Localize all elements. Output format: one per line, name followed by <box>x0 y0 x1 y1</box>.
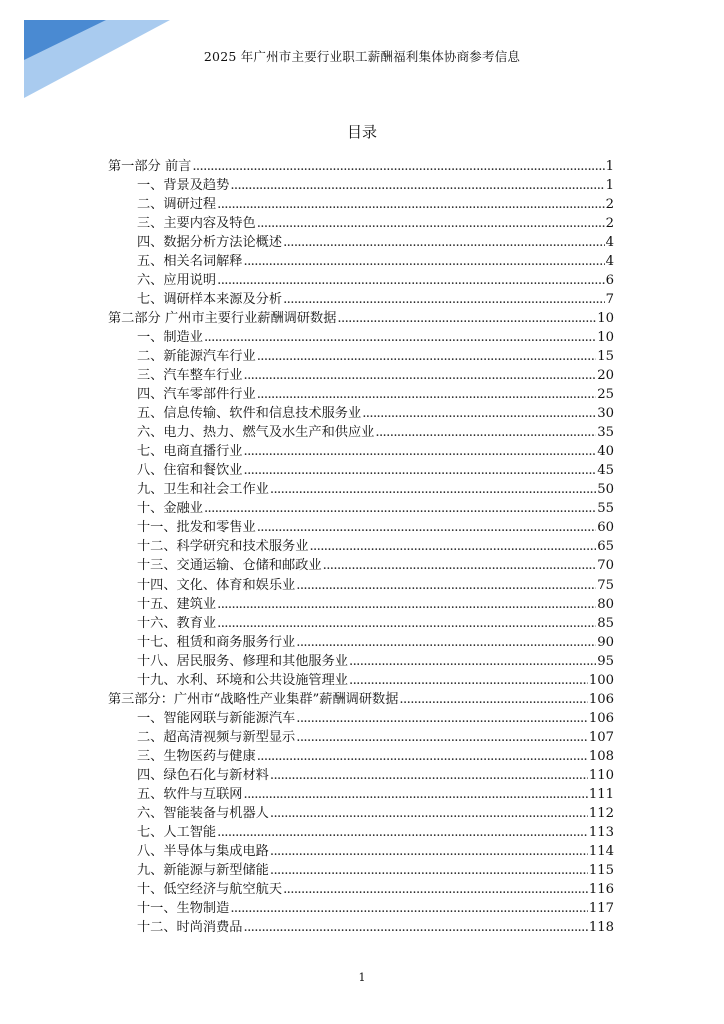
toc-section-entry[interactable] <box>0 233 724 252</box>
toc-dot-leader <box>296 728 588 747</box>
toc-dot-leader <box>217 823 588 842</box>
toc-dot-leader <box>337 309 596 328</box>
toc-section-entry[interactable] <box>0 918 724 937</box>
toc-section-entry[interactable] <box>0 404 724 423</box>
toc-dot-leader <box>192 157 604 176</box>
toc-dot-leader <box>217 271 604 290</box>
toc-entry-label: 七、人工智能 <box>137 825 217 841</box>
toc-section-entry[interactable] <box>0 823 724 842</box>
toc-entry-page-number: 90 <box>597 634 614 650</box>
toc-part-entry[interactable] <box>0 309 724 328</box>
toc-entry-page-number: 107 <box>588 729 614 745</box>
toc-section-entry[interactable] <box>0 633 724 652</box>
toc-dot-leader <box>270 842 588 861</box>
toc-entry-page-number: 2 <box>605 196 614 212</box>
toc-entry-page-number: 106 <box>588 691 614 707</box>
toc-entry-page-number: 95 <box>597 653 614 669</box>
toc-section-entry[interactable] <box>0 442 724 461</box>
toc-section-entry[interactable] <box>0 537 724 556</box>
toc-section-entry[interactable] <box>0 461 724 480</box>
toc-dot-leader <box>257 347 597 366</box>
toc-entry-label: 五、软件与互联网 <box>137 787 243 803</box>
toc-section-entry[interactable] <box>0 785 724 804</box>
toc-dot-leader <box>257 518 597 537</box>
toc-entry-page-number: 100 <box>588 672 614 688</box>
toc-part-entry[interactable] <box>0 157 724 176</box>
toc-entry-page-number: 4 <box>605 234 614 250</box>
toc-entry-page-number: 50 <box>597 482 614 498</box>
toc-entry-label: 第三部分：广州市“战略性产业集群”薪酬调研数据 <box>108 691 399 707</box>
toc-entry-page-number: 35 <box>597 425 614 441</box>
toc-entry-page-number: 15 <box>597 348 614 364</box>
toc-dot-leader <box>217 595 596 614</box>
toc-entry-page-number: 40 <box>597 444 614 460</box>
toc-section-entry[interactable] <box>0 899 724 918</box>
toc-dot-leader <box>244 918 588 937</box>
toc-section-entry[interactable] <box>0 385 724 404</box>
toc-section-entry[interactable] <box>0 595 724 614</box>
toc-entry-label: 四、数据分析方法论概述 <box>137 234 283 250</box>
toc-section-entry[interactable] <box>0 728 724 747</box>
toc-entry-page-number: 117 <box>588 901 614 917</box>
toc-dot-leader <box>217 614 596 633</box>
toc-section-entry[interactable] <box>0 804 724 823</box>
toc-entry-page-number: 116 <box>588 882 614 898</box>
toc-dot-leader <box>244 785 588 804</box>
toc-entry-label: 第二部分 广州市主要行业薪酬调研数据 <box>108 310 337 326</box>
toc-section-entry[interactable] <box>0 766 724 785</box>
toc-entry-page-number: 20 <box>597 368 614 384</box>
toc-entry-label: 一、智能网联与新能源汽车 <box>137 710 296 726</box>
toc-entry-page-number: 10 <box>597 310 614 326</box>
toc-entry-page-number: 113 <box>588 825 614 841</box>
toc-entry-label: 七、电商直播行业 <box>137 444 243 460</box>
toc-entry-label: 十、低空经济与航空航天 <box>137 882 283 898</box>
toc-entry-page-number: 108 <box>588 748 614 764</box>
toc-entry-page-number: 118 <box>588 920 614 936</box>
toc-entry-page-number: 30 <box>597 406 614 422</box>
toc-dot-leader <box>323 556 597 575</box>
toc-dot-leader <box>349 671 588 690</box>
toc-dot-leader <box>270 861 588 880</box>
toc-entry-page-number: 111 <box>588 787 614 803</box>
toc-dot-leader <box>362 404 596 423</box>
toc-entry-page-number: 10 <box>597 329 614 345</box>
toc-section-entry[interactable] <box>0 747 724 766</box>
toc-entry-label: 十四、文化、体育和娱乐业 <box>137 577 296 593</box>
toc-entry-label: 十七、租赁和商务服务行业 <box>137 634 296 650</box>
toc-dot-leader <box>283 233 605 252</box>
toc-entry-label: 五、相关名词解释 <box>137 253 243 269</box>
toc-section-entry[interactable] <box>0 652 724 671</box>
toc-entry-page-number: 75 <box>597 577 614 593</box>
toc-section-entry[interactable] <box>0 347 724 366</box>
toc-entry-label: 十九、水利、环境和公共设施管理业 <box>137 672 348 688</box>
toc-section-entry[interactable] <box>0 328 724 347</box>
toc-section-entry[interactable] <box>0 709 724 728</box>
toc-entry-page-number: 7 <box>605 291 614 307</box>
toc-entry-page-number: 1 <box>605 158 614 174</box>
toc-section-entry[interactable] <box>0 252 724 271</box>
toc-dot-leader <box>257 214 605 233</box>
toc-entry-label: 十三、交通运输、仓储和邮政业 <box>137 558 322 574</box>
toc-entry-label: 七、调研样本来源及分析 <box>137 291 283 307</box>
toc-dot-leader <box>244 252 605 271</box>
toc-entry-label: 九、卫生和社会工作业 <box>137 482 269 498</box>
toc-entry-label: 二、调研过程 <box>137 196 217 212</box>
toc-entry-page-number: 4 <box>605 253 614 269</box>
toc-entry-page-number: 106 <box>588 710 614 726</box>
toc-entry-label: 十五、建筑业 <box>137 596 217 612</box>
page-number: 1 <box>358 971 366 984</box>
toc-entry-label: 六、应用说明 <box>137 272 217 288</box>
toc-entry-label: 一、制造业 <box>137 329 203 345</box>
toc-section-entry[interactable] <box>0 290 724 309</box>
toc-entry-label: 十一、批发和零售业 <box>137 520 256 536</box>
toc-entry-label: 六、智能装备与机器人 <box>137 806 269 822</box>
toc-dot-leader <box>283 290 605 309</box>
toc-entry-label: 第一部分 前言 <box>108 158 192 174</box>
toc-entry-label: 六、电力、热力、燃气及水生产和供应业 <box>137 425 375 441</box>
toc-title: 目录 <box>346 123 377 141</box>
toc-part-entry[interactable] <box>0 690 724 709</box>
toc-entry-label: 十、金融业 <box>137 501 203 517</box>
toc-section-entry[interactable] <box>0 195 724 214</box>
toc-entry-label: 四、汽车零部件行业 <box>137 387 256 403</box>
toc-section-entry[interactable] <box>0 214 724 233</box>
table-of-contents <box>0 157 724 938</box>
toc-dot-leader <box>270 804 588 823</box>
toc-dot-leader <box>244 461 597 480</box>
toc-section-entry[interactable] <box>0 842 724 861</box>
toc-entry-page-number: 1 <box>605 177 614 193</box>
toc-entry-label: 八、半导体与集成电路 <box>137 844 269 860</box>
toc-dot-leader <box>230 176 604 195</box>
toc-entry-label: 五、信息传输、软件和信息技术服务业 <box>137 406 362 422</box>
toc-entry-page-number: 114 <box>588 844 614 860</box>
toc-dot-leader <box>270 766 588 785</box>
toc-entry-label: 十二、时尚消费品 <box>137 920 243 936</box>
toc-entry-label: 十一、生物制造 <box>137 901 230 917</box>
toc-entry-label: 三、生物医药与健康 <box>137 748 256 764</box>
toc-entry-label: 四、绿色石化与新材料 <box>137 768 269 783</box>
toc-dot-leader <box>244 442 597 461</box>
toc-dot-leader <box>257 385 597 404</box>
toc-dot-leader <box>217 195 604 214</box>
toc-entry-page-number: 65 <box>597 539 614 555</box>
toc-entry-label: 十二、科学研究和技术服务业 <box>137 539 309 555</box>
toc-entry-label: 一、背景及趋势 <box>137 177 230 193</box>
toc-section-entry[interactable] <box>0 271 724 290</box>
toc-entry-label: 十六、教育业 <box>137 615 217 631</box>
toc-dot-leader <box>296 576 596 595</box>
toc-dot-leader <box>204 499 596 518</box>
toc-dot-leader <box>399 690 587 709</box>
toc-section-entry[interactable] <box>0 861 724 880</box>
toc-dot-leader <box>349 652 596 671</box>
toc-entry-label: 十八、居民服务、修理和其他服务业 <box>137 653 348 669</box>
toc-dot-leader <box>309 537 596 556</box>
toc-entry-page-number: 112 <box>588 806 614 822</box>
toc-entry-page-number: 2 <box>605 215 614 231</box>
toc-dot-leader <box>230 899 588 918</box>
toc-entry-label: 三、主要内容及特色 <box>137 215 256 231</box>
toc-entry-page-number: 110 <box>588 768 614 783</box>
document-header-title: 2025 年广州市主要行业职工薪酬福利集体协商参考信息 <box>203 49 521 64</box>
toc-entry-label: 三、汽车整车行业 <box>137 368 243 384</box>
toc-section-entry[interactable] <box>0 423 724 442</box>
toc-section-entry[interactable] <box>0 518 724 537</box>
toc-entry-label: 二、新能源汽车行业 <box>137 348 256 364</box>
toc-section-entry[interactable] <box>0 556 724 575</box>
toc-entry-label: 八、住宿和餐饮业 <box>137 463 243 479</box>
toc-entry-page-number: 115 <box>588 863 614 879</box>
toc-entry-page-number: 60 <box>597 520 614 536</box>
toc-section-entry[interactable] <box>0 576 724 595</box>
toc-dot-leader <box>257 747 588 766</box>
toc-entry-page-number: 70 <box>597 558 614 574</box>
toc-dot-leader <box>204 328 596 347</box>
toc-entry-label: 九、新能源与新型储能 <box>137 863 269 879</box>
toc-entry-page-number: 45 <box>597 463 614 479</box>
toc-dot-leader <box>296 709 588 728</box>
toc-section-entry[interactable] <box>0 499 724 518</box>
toc-entry-page-number: 55 <box>597 501 614 517</box>
toc-entry-page-number: 85 <box>597 615 614 631</box>
toc-entry-page-number: 6 <box>605 272 614 288</box>
toc-section-entry[interactable] <box>0 366 724 385</box>
toc-section-entry[interactable] <box>0 176 724 195</box>
toc-section-entry[interactable] <box>0 880 724 899</box>
toc-dot-leader <box>270 480 596 499</box>
toc-dot-leader <box>375 423 596 442</box>
toc-entry-label: 二、超高清视频与新型显示 <box>137 729 296 745</box>
toc-entry-page-number: 25 <box>597 387 614 403</box>
toc-dot-leader <box>244 366 597 385</box>
toc-dot-leader <box>296 633 596 652</box>
toc-dot-leader <box>283 880 588 899</box>
toc-entry-page-number: 80 <box>597 596 614 612</box>
toc-section-entry[interactable] <box>0 671 724 690</box>
toc-section-entry[interactable] <box>0 480 724 499</box>
toc-section-entry[interactable] <box>0 614 724 633</box>
